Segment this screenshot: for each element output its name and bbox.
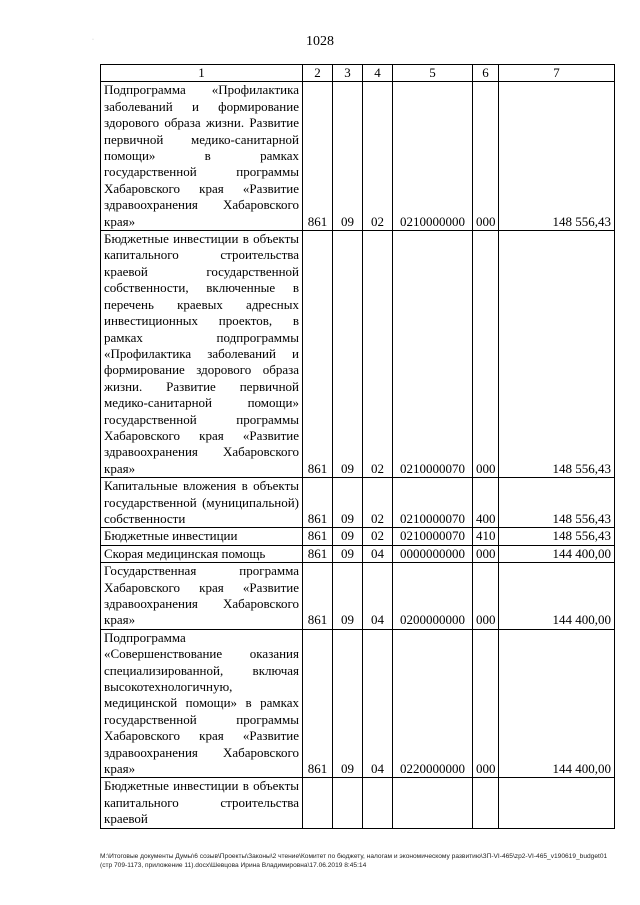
row-subsection: 04 bbox=[363, 545, 393, 562]
row-subsection: 04 bbox=[363, 629, 393, 778]
row-section bbox=[333, 778, 363, 828]
row-section: 09 bbox=[333, 545, 363, 562]
row-target-article: 0220000000 bbox=[393, 629, 473, 778]
row-ministry: 861 bbox=[303, 231, 333, 478]
budget-table bbox=[100, 64, 615, 829]
table-row bbox=[101, 528, 615, 545]
row-section: 09 bbox=[333, 563, 363, 630]
row-target-article: 0210000070 bbox=[393, 528, 473, 545]
row-expense-type bbox=[473, 778, 499, 828]
row-ministry: 861 bbox=[303, 478, 333, 528]
table-row bbox=[101, 563, 615, 630]
row-section: 09 bbox=[333, 82, 363, 231]
row-expense-type: 000 bbox=[473, 629, 499, 778]
row-subsection: 02 bbox=[363, 82, 393, 231]
row-ministry: 861 bbox=[303, 82, 333, 231]
row-amount: 148 556,43 bbox=[499, 231, 615, 478]
header-cell: 2 bbox=[303, 65, 333, 82]
row-expense-type: 410 bbox=[473, 528, 499, 545]
row-name: Бюджетные инвестиции в объекты капитального строительства краевой государственной собственности, включенные в перечень краевых адресных инвестиционных проектов, в рамках подпрограммы «Профилактика заболеваний и формирование здорового образа жизни. Развитие первичной медико-санитарной помощи» государственной программы Хабаровского края «Развитие здравоохранения Хабаровского края» bbox=[101, 231, 303, 478]
row-expense-type: 000 bbox=[473, 545, 499, 562]
row-ministry: 861 bbox=[303, 563, 333, 630]
row-target-article bbox=[393, 778, 473, 828]
row-amount: 148 556,43 bbox=[499, 478, 615, 528]
row-amount: 148 556,43 bbox=[499, 528, 615, 545]
row-name: Бюджетные инвестиции в объекты капитального строительства краевой bbox=[101, 778, 303, 828]
row-name: Капитальные вложения в объекты государственной (муниципальной) собственности bbox=[101, 478, 303, 528]
row-expense-type: 000 bbox=[473, 231, 499, 478]
row-subsection: 02 bbox=[363, 528, 393, 545]
row-target-article: 0200000000 bbox=[393, 563, 473, 630]
row-amount bbox=[499, 778, 615, 828]
table-header-row bbox=[101, 65, 615, 82]
row-ministry: 861 bbox=[303, 545, 333, 562]
row-section: 09 bbox=[333, 478, 363, 528]
row-expense-type: 000 bbox=[473, 82, 499, 231]
row-name: Подпрограмма «Профилактика заболеваний и формирование здорового образа жизни. Развитие первичной медико-санитарной помощи» в рамках государственной программы Хабаровского края «Развитие здравоохранения Хабаровского края» bbox=[101, 82, 303, 231]
row-amount: 144 400,00 bbox=[499, 563, 615, 630]
row-section: 09 bbox=[333, 231, 363, 478]
header-cell: 7 bbox=[499, 65, 615, 82]
table-row bbox=[101, 629, 615, 778]
row-section: 09 bbox=[333, 528, 363, 545]
row-target-article: 0210000000 bbox=[393, 82, 473, 231]
row-expense-type: 400 bbox=[473, 478, 499, 528]
row-subsection bbox=[363, 778, 393, 828]
table-row bbox=[101, 778, 615, 828]
row-name: Скорая медицинская помощь bbox=[101, 545, 303, 562]
row-target-article: 0000000000 bbox=[393, 545, 473, 562]
row-name: Государственная программа Хабаровского края «Развитие здравоохранения Хабаровского края» bbox=[101, 563, 303, 630]
row-name: Бюджетные инвестиции bbox=[101, 528, 303, 545]
row-target-article: 0210000070 bbox=[393, 478, 473, 528]
row-section: 09 bbox=[333, 629, 363, 778]
table-row bbox=[101, 231, 615, 478]
header-cell: 5 bbox=[393, 65, 473, 82]
row-amount: 144 400,00 bbox=[499, 629, 615, 778]
row-target-article: 0210000070 bbox=[393, 231, 473, 478]
row-subsection: 02 bbox=[363, 231, 393, 478]
row-ministry bbox=[303, 778, 333, 828]
corner-mark: · bbox=[92, 37, 94, 43]
table-row bbox=[101, 82, 615, 231]
header-cell: 4 bbox=[363, 65, 393, 82]
file-path-footer: M:\Итоговые документы Думы\6 созыв\Проекты\Законы\2 чтение\Комитет по бюджету, налогам и экономическому развитию\ЗП-VI-465\zp2-VI-465_v190619_budget01 (стр 709-1173, приложение 11).docx\Шевцова Ирина Владимировна\17.06.2019 8:45:14 bbox=[100, 853, 608, 869]
table-row bbox=[101, 545, 615, 562]
table-row bbox=[101, 478, 615, 528]
row-ministry: 861 bbox=[303, 629, 333, 778]
row-ministry: 861 bbox=[303, 528, 333, 545]
header-cell: 6 bbox=[473, 65, 499, 82]
row-expense-type: 000 bbox=[473, 563, 499, 630]
row-amount: 144 400,00 bbox=[499, 545, 615, 562]
row-subsection: 02 bbox=[363, 478, 393, 528]
page-number: 1028 bbox=[306, 34, 334, 49]
row-name: Подпрограмма «Совершенствование оказания специализированной, включая высокотехнологичную, медицинской помощи» в рамках государственной программы Хабаровского края «Развитие здравоохранения Хабаровского края» bbox=[101, 629, 303, 778]
row-subsection: 04 bbox=[363, 563, 393, 630]
header-cell: 3 bbox=[333, 65, 363, 82]
row-amount: 148 556,43 bbox=[499, 82, 615, 231]
header-cell: 1 bbox=[101, 65, 303, 82]
